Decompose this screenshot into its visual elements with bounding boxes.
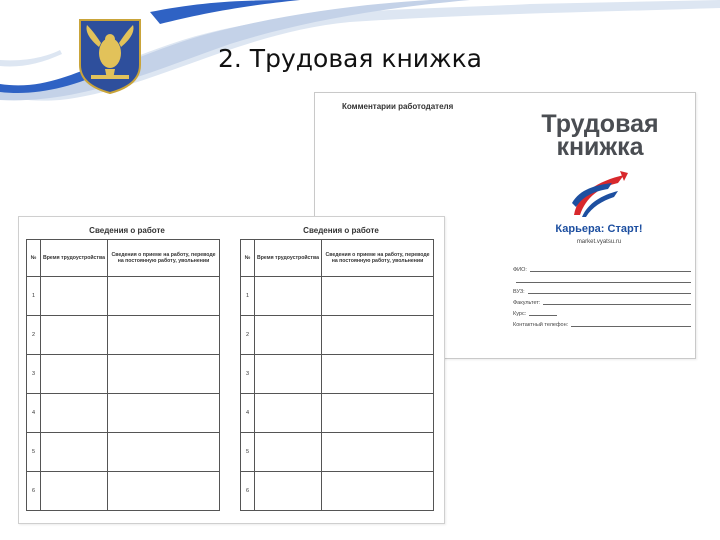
table-row [27,316,220,355]
table-row [27,433,220,472]
row-number: 1 [27,277,41,316]
table-row [241,277,434,316]
entry-cell [41,433,108,472]
workbook-title-line-1: Трудовая [541,110,659,138]
row-number: 2 [27,316,41,355]
table-header-row [27,240,220,277]
table-row [241,472,434,511]
entry-cell [322,472,434,511]
table-row [241,433,434,472]
row-number: 2 [241,316,255,355]
right-work-records-table [240,239,434,511]
field-row-faculty [513,295,691,306]
field-label: ФИО: [513,267,527,273]
entry-cell [255,355,322,394]
field-row-university [513,284,691,295]
table-row [27,472,220,511]
column-header-employment-time: Время трудоустройства [41,240,108,277]
entry-cell [322,277,434,316]
row-number: 4 [27,394,41,433]
entry-cell [108,472,220,511]
row-number: 5 [27,433,41,472]
right-page-caption: Сведения о работе [303,226,379,235]
entry-cell [322,394,434,433]
entry-cell [255,472,322,511]
slide-title: 2. Трудовая книжка [218,44,482,73]
field-row-phone [513,317,691,328]
field-label: Факультет: [513,300,541,306]
row-number: 5 [241,433,255,472]
entry-cell [108,316,220,355]
entry-cell [255,316,322,355]
column-header-employment-details: Сведения о приеме на работу, переводе на постоянную работу, увольнении [108,240,220,277]
entry-cell [255,277,322,316]
entry-cell [108,277,220,316]
entry-cell [41,316,108,355]
row-number: 1 [241,277,255,316]
field-label: ВУЗ: [513,289,525,295]
career-start-url: market.vyatsu.ru [576,239,622,245]
table-row [241,355,434,394]
row-number: 3 [241,355,255,394]
entry-cell [108,355,220,394]
left-page-caption: Сведения о работе [89,226,165,235]
row-number: 3 [27,355,41,394]
work-records-spread [18,216,445,524]
fill-line [528,293,691,294]
left-work-records-table [26,239,220,511]
column-header-number: № [27,240,41,277]
career-start-logo-text: Карьера: Старт! [555,223,643,235]
entry-cell [322,433,434,472]
field-label: Контактный телефон: [513,322,569,328]
table-row [27,394,220,433]
workbook-title-line-2: книжка [556,133,644,161]
entry-cell [41,277,108,316]
fill-line [543,304,691,305]
entry-cell [108,433,220,472]
table-header-row [241,240,434,277]
fill-line [571,326,691,327]
row-number: 6 [27,472,41,511]
field-row-blank [513,273,691,284]
entry-cell [322,316,434,355]
entry-cell [255,433,322,472]
column-header-employment-time: Время трудоустройства [255,240,322,277]
field-label: Курс: [513,311,527,317]
entry-cell [41,394,108,433]
entry-cell [255,394,322,433]
workbook-title [535,110,665,161]
fill-line [530,271,691,272]
field-row-course [513,306,691,317]
student-info-fields [513,262,691,328]
row-number: 6 [241,472,255,511]
employer-comments-title: Комментарии работодателя [342,102,454,111]
table-row [241,394,434,433]
row-number: 4 [241,394,255,433]
table-row [27,277,220,316]
entry-cell [322,355,434,394]
entry-cell [41,472,108,511]
entry-cell [108,394,220,433]
entry-cell [41,355,108,394]
career-start-swoosh-icon [568,169,630,219]
fill-line [516,282,691,283]
coat-of-arms-logo [77,17,143,95]
field-row-name [513,262,691,273]
column-header-number: № [241,240,255,277]
table-row [241,316,434,355]
column-header-employment-details: Сведения о приеме на работу, переводе на постоянную работу, увольнении [322,240,434,277]
table-row [27,355,220,394]
fill-line [529,315,557,316]
